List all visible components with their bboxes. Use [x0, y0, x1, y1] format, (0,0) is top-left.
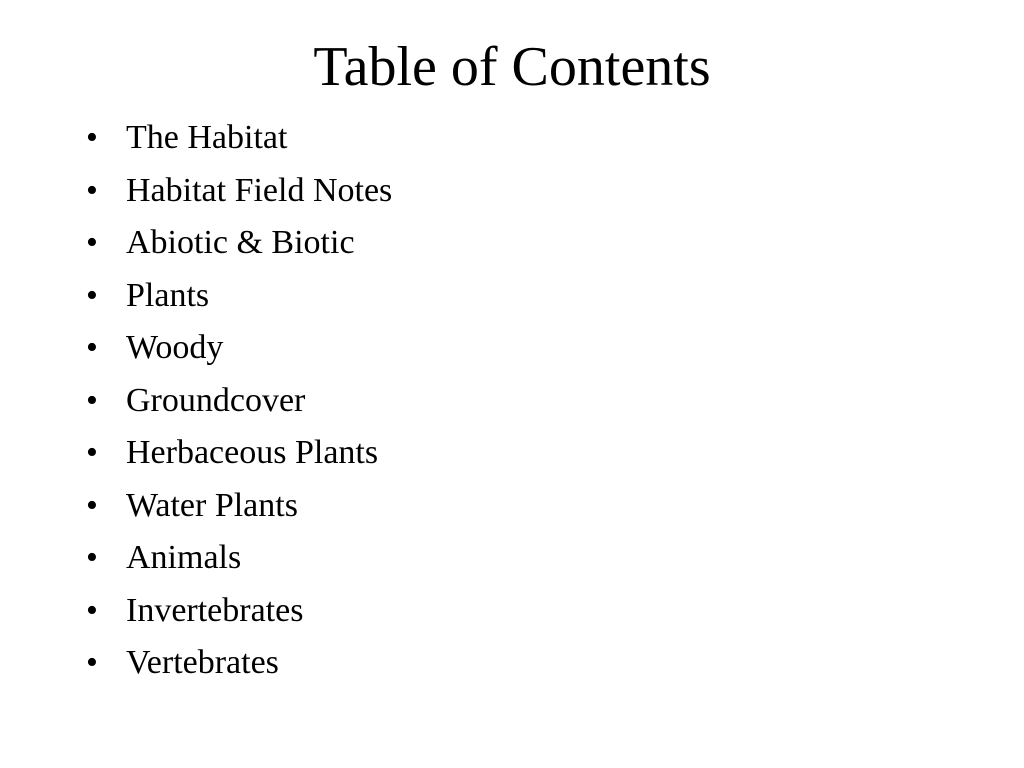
bullet-icon: • [86, 486, 98, 524]
bullet-icon: • [86, 224, 98, 261]
toc-item-label: Water Plants [126, 486, 298, 524]
toc-item-label: Woody [126, 329, 224, 366]
slide-title: Table of Contents [313, 36, 711, 98]
bullet-icon: • [86, 329, 98, 366]
toc-item-label: Plants [126, 276, 210, 314]
toc-item-label: Herbaceous Plants [126, 434, 379, 471]
toc-item-label: Abiotic & Biotic [126, 224, 355, 261]
toc-item-label: The Habitat [126, 119, 288, 156]
bullet-icon: • [86, 276, 98, 314]
toc-item-label: Groundcover [126, 381, 306, 419]
bullet-icon: • [86, 591, 98, 629]
bullet-icon: • [86, 381, 98, 419]
toc-item-label: Invertebrates [126, 591, 304, 629]
toc-item-label: Vertebrates [126, 644, 279, 681]
bullet-icon: • [86, 644, 98, 681]
bullet-icon: • [86, 539, 98, 576]
bullet-icon: • [86, 434, 98, 471]
toc-item-label: Habitat Field Notes [126, 171, 393, 209]
bullet-icon: • [86, 171, 98, 209]
bullet-icon: • [86, 119, 98, 156]
toc-item-label: Animals [126, 539, 242, 576]
